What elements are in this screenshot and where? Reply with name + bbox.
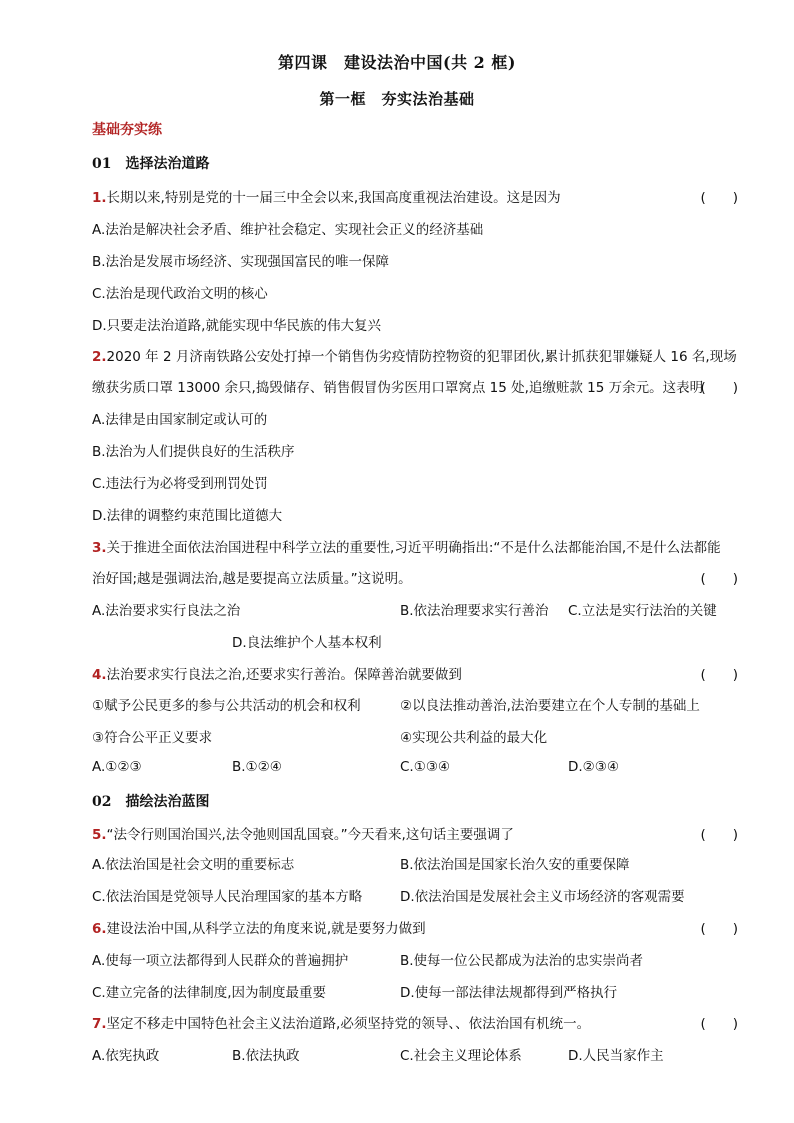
question-text: 2020 年 2 月济南铁路公安处打掉一个销售伪劣疫情防控物资的犯罪团伙,累计抓获犯罪嫌疑人 16 名,现场 bbox=[106, 349, 737, 365]
frame-title: 第一框 夯实法治基础 bbox=[319, 90, 475, 108]
option-d: D.依法治国是发展社会主义市场经济的客观需要 bbox=[400, 889, 685, 905]
option-a: A.法治是解决社会矛盾、维护社会稳定、实现社会正义的经济基础 bbox=[92, 222, 484, 238]
option-a: A.依法治国是社会文明的重要标志 bbox=[92, 857, 295, 873]
question-number: 6. bbox=[92, 921, 107, 937]
statement-2: ②以良法推动善治,法治要建立在个人专制的基础上 bbox=[400, 698, 700, 714]
statement-4: ④实现公共利益的最大化 bbox=[400, 730, 548, 746]
question-text: 关于推进全面依法治国进程中科学立法的重要性,习近平明确指出:“不是什么法都能治国,不是什么法都能 bbox=[106, 540, 721, 556]
question-number: 5. bbox=[92, 827, 107, 843]
option-a: A.法治要求实行良法之治 bbox=[92, 603, 241, 619]
option-a: A.依宪执政 bbox=[92, 1048, 160, 1064]
option-a: A.使每一项立法都得到人民群众的普遍拥护 bbox=[92, 953, 349, 969]
option-b: B.依法治国是国家长治久安的重要保障 bbox=[400, 857, 630, 873]
section-heading: 基础夯实练 bbox=[92, 122, 162, 138]
option-c: C.①③④ bbox=[400, 759, 451, 775]
question-text: 建设法治中国,从科学立法的角度来说,就是要努力做到 bbox=[106, 921, 426, 937]
statement-row bbox=[92, 726, 742, 746]
answer-bracket: ( ) bbox=[700, 827, 738, 843]
answer-bracket: ( ) bbox=[700, 1016, 738, 1032]
question-stem bbox=[92, 823, 514, 843]
option-row bbox=[92, 949, 742, 969]
option-d: D.法律的调整约束范围比道德大 bbox=[92, 508, 283, 524]
option-d: D.②③④ bbox=[568, 759, 619, 775]
question-text-line-2: 治好国;越是强调法治,越是要提高立法质量。”这说明。 bbox=[92, 571, 412, 587]
question-stem bbox=[92, 536, 721, 556]
question-number: 2. bbox=[92, 349, 107, 365]
option-row bbox=[92, 599, 742, 619]
option-c: C.依法治国是党领导人民治理国家的基本方略 bbox=[92, 889, 363, 905]
question-stem bbox=[92, 917, 426, 937]
question-text: 长期以来,特别是党的十一届三中全会以来,我国高度重视法治建设。这是因为 bbox=[106, 190, 561, 206]
question-stem bbox=[92, 1012, 590, 1032]
statement-row bbox=[92, 694, 742, 714]
answer-bracket: ( ) bbox=[700, 921, 738, 937]
option-a: A.法律是由国家制定或认可的 bbox=[92, 412, 268, 428]
question-stem bbox=[92, 663, 462, 683]
option-row bbox=[92, 981, 742, 1001]
question-number: 3. bbox=[92, 540, 107, 556]
group-heading-2: 02 描绘法治蓝图 bbox=[92, 794, 210, 810]
option-b: B.法治为人们提供良好的生活秩序 bbox=[92, 444, 295, 460]
question-number: 7. bbox=[92, 1016, 107, 1032]
question-text-line-2: 缴获劣质口罩 13000 余只,捣毁储存、销售假冒伪劣医用口罩窝点 15 处,追缴赃款 15 万余元。这表明 bbox=[92, 380, 704, 396]
option-a: A.①②③ bbox=[92, 759, 142, 775]
option-c: C.立法是实行法治的关键 bbox=[568, 603, 717, 619]
answer-bracket: ( ) bbox=[700, 571, 738, 587]
option-d: D.良法维护个人基本权利 bbox=[232, 635, 382, 651]
question-text: 坚定不移走中国特色社会主义法治道路,必须坚持党的领导、、依法治国有机统一。 bbox=[106, 1016, 591, 1032]
option-row bbox=[92, 853, 742, 873]
question-text: “法令行则国治国兴,法令弛则国乱国衰。”今天看来,这句话主要强调了 bbox=[106, 827, 514, 843]
option-row bbox=[92, 759, 742, 779]
statement-1: ①赋予公民更多的参与公共活动的机会和权利 bbox=[92, 698, 361, 714]
option-b: B.①②④ bbox=[232, 759, 282, 775]
option-row bbox=[92, 885, 742, 905]
question-number: 4. bbox=[92, 667, 107, 683]
option-b: B.法治是发展市场经济、实现强国富民的唯一保障 bbox=[92, 254, 390, 270]
option-d: D.人民当家作主 bbox=[568, 1048, 664, 1064]
option-c: C.法治是现代政治文明的核心 bbox=[92, 286, 268, 302]
option-c: C.社会主义理论体系 bbox=[400, 1048, 522, 1064]
statement-3: ③符合公平正义要求 bbox=[92, 730, 213, 746]
option-c: C.建立完备的法律制度,因为制度最重要 bbox=[92, 985, 327, 1001]
question-stem bbox=[92, 186, 561, 206]
lesson-title: 第四课 建设法治中国(共 2 框) bbox=[278, 53, 516, 72]
option-d: D.只要走法治道路,就能实现中华民族的伟大复兴 bbox=[92, 318, 381, 334]
option-b: B.依法执政 bbox=[232, 1048, 300, 1064]
option-b: B.依法治理要求实行善治 bbox=[400, 603, 549, 619]
question-text: 法治要求实行良法之治,还要求实行善治。保障善治就要做到 bbox=[106, 667, 462, 683]
option-c: C.违法行为必将受到刑罚处罚 bbox=[92, 476, 268, 492]
answer-bracket: ( ) bbox=[700, 667, 738, 683]
question-number: 1. bbox=[92, 190, 107, 206]
option-b: B.使每一位公民都成为法治的忠实崇尚者 bbox=[400, 953, 644, 969]
option-row bbox=[92, 1044, 742, 1064]
answer-bracket: ( ) bbox=[700, 190, 738, 206]
option-d: D.使每一部法律法规都得到严格执行 bbox=[400, 985, 618, 1001]
question-stem bbox=[92, 345, 737, 365]
group-heading-1: 01 选择法治道路 bbox=[92, 156, 210, 172]
answer-bracket: ( ) bbox=[700, 380, 738, 396]
